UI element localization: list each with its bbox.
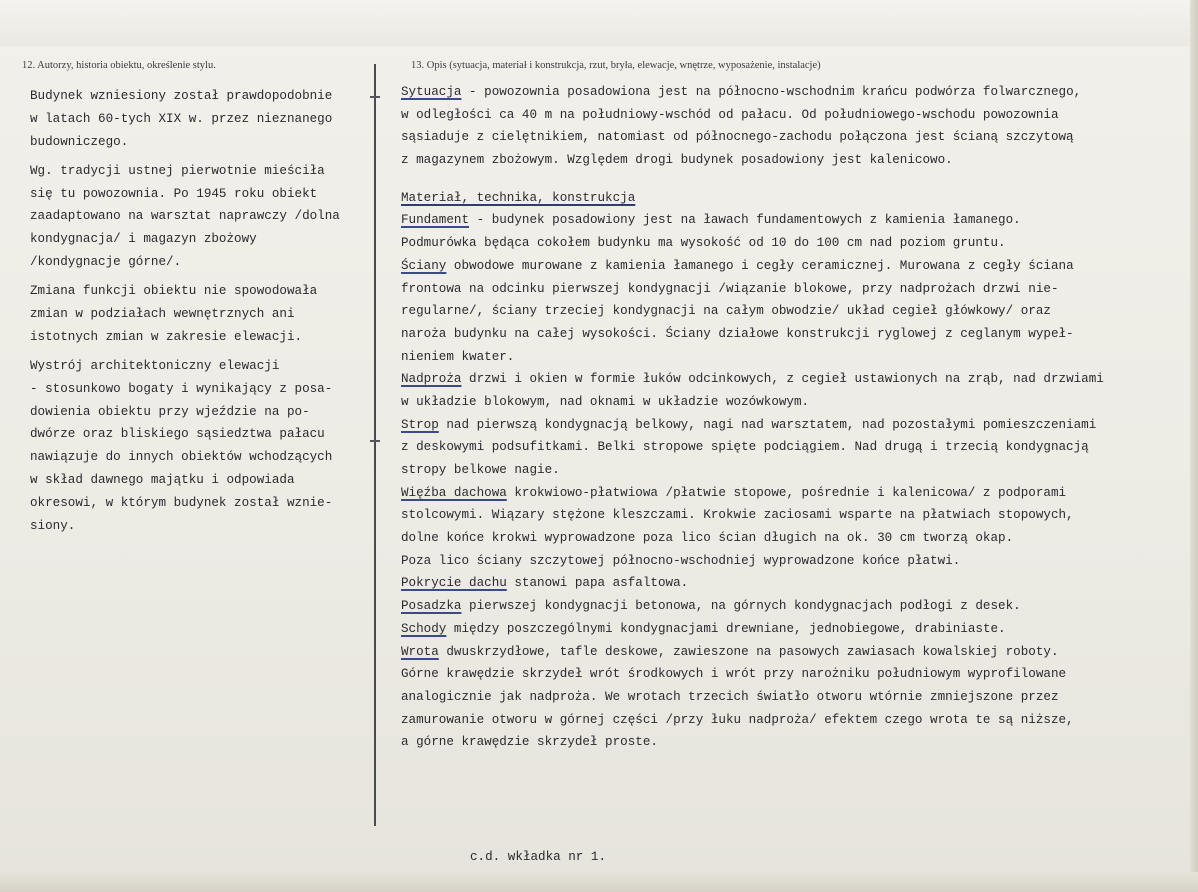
divider-tick <box>370 440 380 442</box>
text-line <box>401 572 1181 595</box>
paper-top-edge <box>0 0 1198 46</box>
text-line: nawiązuje do innych obiektów wchodzących <box>30 450 333 465</box>
term-label: Nadproża <box>401 372 462 387</box>
term-label: Wrota <box>401 644 439 659</box>
term-text: stanowi papa asfaltowa. <box>506 576 689 591</box>
text-line: naroża budynku na całej wysokości. Ściany działowe konstrukcji ryglowej z ceglanym wypeł- <box>401 326 1074 341</box>
text-line: w latach 60-tych XIX w. przez nieznanego <box>30 111 333 126</box>
history-column <box>30 85 370 538</box>
text-line: Budynek wzniesiony został prawdopodobnie <box>30 89 333 103</box>
description-column <box>401 81 1181 754</box>
text-line: dolne końce krokwi wyprowadzone poza lico ścian długich na ok. 30 cm tworzą okap. <box>401 531 1014 546</box>
divider-tick <box>370 96 380 98</box>
history-paragraph <box>30 160 370 274</box>
term-label: Ściany <box>401 258 447 273</box>
history-paragraph <box>30 85 370 154</box>
text-line: dowienia obiektu przy wjeździe na po- <box>30 404 310 419</box>
text-line: a górne krawędzie skrzydeł proste. <box>401 735 658 750</box>
text-line <box>401 414 1181 437</box>
paper-bottom-edge <box>0 872 1198 892</box>
text-line <box>401 255 1181 278</box>
paper-right-edge <box>1190 0 1198 892</box>
text-line: nieniem kwater. <box>401 349 515 364</box>
text-line: /kondygnacje górne/. <box>30 255 182 270</box>
text-line <box>401 368 1181 391</box>
text-line: stolcowymi. Wiązary stężone kleszczami. Krokwie zaciosami wsparte na płatwiach stopowych, <box>401 508 1074 523</box>
text-line: Wg. tradycji ustnej pierwotnie mieściła <box>30 163 325 178</box>
term-text: drzwi i okien w formie łuków odcinkowych, z cegieł ustawionych na zrąb, nad drzwiami <box>461 372 1104 387</box>
term-text: między poszczególnymi kondygnacjami drewniane, jednobiegowe, drabiniaste. <box>446 621 1006 636</box>
text-line <box>401 482 1181 505</box>
text-line <box>401 209 1181 232</box>
term-label: Więźba dachowa <box>401 485 507 500</box>
text-line: Górne krawędzie skrzydeł wrót środkowych i wrót przy narożniku południowym wyprofilowane <box>401 667 1067 682</box>
text-line: frontowa na odcinku pierwszej kondygnacji /wiązanie blokowe, przy nadprożach drzwi nie- <box>401 281 1059 296</box>
text-line: w układzie blokowym, nad oknami w układzie wozówkowym. <box>401 394 810 409</box>
continuation-note: c.d. wkładka nr 1. <box>470 850 607 864</box>
text-line: z magazynem zbożowym. Względem drogi budynek posadowiony jest kalenicowo. <box>401 153 953 168</box>
material-heading: Materiał, technika, konstrukcja <box>401 190 636 205</box>
term-text: pierwszej kondygnacji betonowa, na górnych kondygnacjach podłogi z desek. <box>461 599 1021 614</box>
term-label: Fundament <box>401 213 470 228</box>
term-text: nad pierwszą kondygnacją belkowy, nagi nad warsztatem, nad pozostałymi pomieszczeniami <box>438 417 1097 432</box>
text-line: Wystrój architektoniczny elewacji <box>30 358 280 373</box>
column-divider <box>374 64 376 826</box>
history-paragraph <box>30 355 370 538</box>
text-line: Poza lico ściany szczytowej północno-wschodniej wyprowadzone końce płatwi. <box>401 553 961 568</box>
text-line: zmian w podziałach wewnętrznych ani <box>30 307 295 322</box>
material-section <box>401 187 1181 754</box>
situation-section <box>401 81 1181 172</box>
text-line: analogicznie jak nadproża. We wrotach trzecich światło otworu wtórnie zmniejszone przez <box>401 689 1059 704</box>
term-text: krokwiowo-płatwiowa /płatwie stopowe, pośrednie i kalenicowa/ z podporami <box>506 485 1067 500</box>
text-line: Podmurówka będąca cokołem budynku ma wysokość od 10 do 100 cm nad poziom gruntu. <box>401 236 1006 251</box>
text-line: dwórze oraz bliskiego sąsiedztwa pałacu <box>30 427 325 442</box>
term-text: - budynek posadowiony jest na ławach fundamentowych z kamienia łamanego. <box>469 213 1021 228</box>
text-line <box>401 595 1181 618</box>
section-13-header: 13. Opis (sytuacja, materiał i konstrukcja, rzut, bryła, elewacje, wnętrze, wyposażenie, instalacje) <box>411 60 821 71</box>
term-text: - powozownia posadowiona jest na północno-wschodnim krańcu podwórza folwarcznego, <box>461 85 1082 99</box>
text-line: w odległości ca 40 m na południowy-wschód od pałacu. Od południowego-wschodu powozownia <box>401 107 1059 122</box>
text-line: regularne/, ściany trzeciej kondygnacji na całym obwodzie/ układ cegieł główkowy/ oraz <box>401 304 1051 319</box>
text-line: się tu powozownia. Po 1945 roku obiekt <box>30 186 318 201</box>
text-line: budowniczego. <box>30 134 129 149</box>
text-line: kondygnacja/ i magazyn zbożowy <box>30 232 257 247</box>
text-line <box>401 81 1181 104</box>
section-gap <box>401 172 1181 187</box>
text-line: okresowi, w którym budynek został wznie- <box>30 496 333 511</box>
term-label: Schody <box>401 621 447 636</box>
section-12-header: 12. Autorzy, historia obiektu, określenie stylu. <box>22 60 216 71</box>
text-line: zamurowanie otworu w górnej części /przy łuku nadproża/ efektem czego wrota te są niższe, <box>401 712 1074 727</box>
text-line: - stosunkowo bogaty i wynikający z posa- <box>30 381 333 396</box>
text-line: zaadaptowano na warsztat naprawczy /dolna <box>30 209 340 224</box>
term-text: dwuskrzydłowe, tafle deskowe, zawieszone na pasowych zawiasach kowalskiej roboty. <box>438 644 1059 659</box>
text-line: siony. <box>30 519 76 534</box>
term-label: Sytuacja <box>401 85 462 99</box>
text-line: Zmiana funkcji obiektu nie spowodowała <box>30 284 318 299</box>
term-label: Strop <box>401 417 439 432</box>
text-line <box>401 641 1181 664</box>
text-line: z deskowymi podsufitkami. Belki stropowe spięte podciągiem. Nad drugą i trzecią kondygnacją <box>401 440 1089 455</box>
term-label: Posadzka <box>401 599 462 614</box>
text-line <box>401 187 1181 210</box>
term-text: obwodowe murowane z kamienia łamanego i cegły ceramicznej. Murowana z cegły ściana <box>446 258 1074 273</box>
text-line: stropy belkowe nagie. <box>401 463 560 477</box>
text-line <box>401 618 1181 641</box>
history-paragraph <box>30 280 370 349</box>
text-line: w skład dawnego majątku i odpowiada <box>30 473 295 488</box>
term-label: Pokrycie dachu <box>401 576 507 591</box>
text-line: sąsiaduje z cielętnikiem, natomiast od północnego-zachodu połączona jest ścianą szczytową <box>401 130 1074 145</box>
text-line: istotnych zmian w zakresie elewacji. <box>30 329 303 344</box>
